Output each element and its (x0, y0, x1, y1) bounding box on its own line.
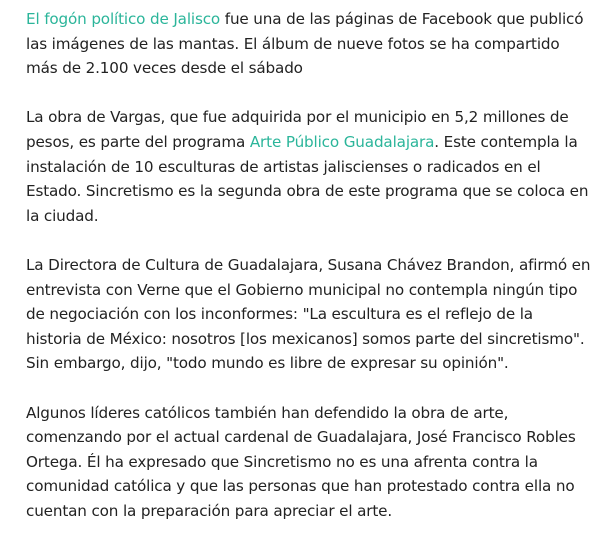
paragraph-obra-vargas-before: La obra de Vargas, que fue adquirida por el municipio en 5,2 millones de pesos, es parte del programa (26, 108, 569, 151)
article-body (26, 7, 592, 548)
paragraph-directora-cultura: La Directora de Cultura de Guadalajara, Susana Chávez Brandon, afirmó en entrevista con Verne que el Gobierno municipal no contempla ningún tipo de negociación con los inconformes: "La escultura es el reflejo de la historia de México: nosotros [los mexicanos] somos parte del sincretismo". Sin embargo, dijo, "todo mundo es libre de expresar su opinión". (26, 255, 591, 373)
link-el-fogon-politico[interactable]: El fogón político de Jalisco (26, 10, 221, 28)
paragraph-lideres-catolicos: Algunos líderes católicos también han defendido la obra de arte, comenzando por el actual cardenal de Guadalajara, José Francisco Robles Ortega. Él ha expresado que Sincretismo no es una afrenta contra la comunidad católica y que las personas que han protestado contra ella no cuentan con la preparación para apreciar el arte. (26, 403, 576, 520)
paragraph-facebook-album (26, 7, 592, 81)
paragraph-facebook-album-text: fue una de las páginas de Facebook que publicó las imágenes de las mantas. El álbum de nueve fotos se ha compartido más de 2.100 veces desde el sábado (26, 10, 584, 78)
link-arte-publico-guadalajara[interactable]: Arte Público Guadalajara (249, 132, 435, 151)
paragraph-obra-vargas (26, 105, 592, 228)
paragraph-obra-vargas-after: . Este contempla la instalación de 10 esculturas de artistas jaliscienses o radicados en el Estado. Sincretismo es la segunda obra de este programa que se coloca en la ciudad. (26, 132, 589, 225)
